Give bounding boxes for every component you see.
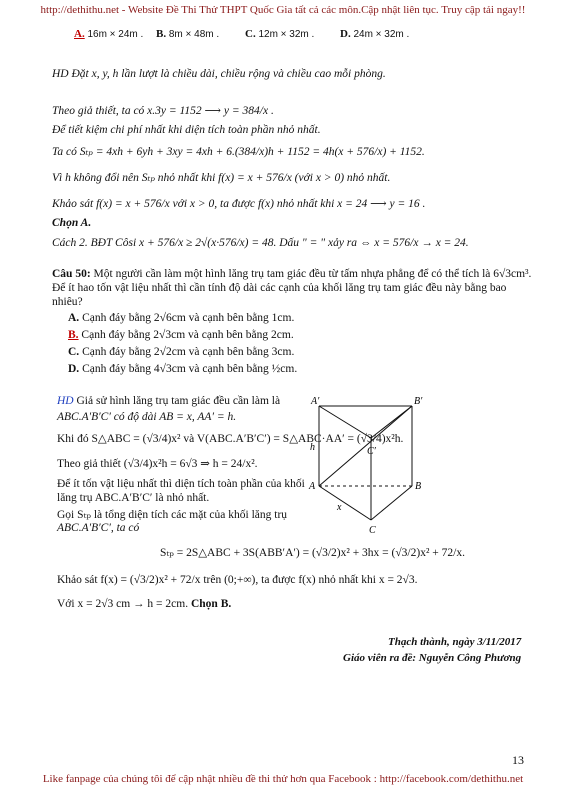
edge-ApCp [319, 406, 371, 438]
edge-AC [319, 486, 371, 520]
q50-hd-1: HD Giả sử hình lăng trụ tam giác đều cần làm là [57, 395, 281, 407]
diag-ABp [319, 406, 412, 486]
q49-line-4: Vì h không đổi nên Sₜₚ nhỏ nhất khi f(x) = x + 576/x (với x > 0) nhỏ nhất. [52, 172, 391, 184]
label-B: B [415, 481, 422, 492]
q49-line-3: Ta có Sₜₚ = 4xh + 6yh + 3xy = 4xh + 6.(384/x)h + 1152 = 4h(x + 576/x) + 1152. [52, 146, 425, 158]
q50-hd-5b: ABC.A′B′C′, ta có [57, 522, 140, 534]
label-x: x [337, 502, 342, 513]
q50-option-c: C. Cạnh đáy bằng 2√2cm và cạnh bên bằng 3cm. [68, 346, 295, 358]
prism-figure [305, 392, 435, 540]
label-A: A [309, 481, 316, 492]
q49-hd: HD Đặt x, y, h lần lượt là chiều dài, chiều rộng và chiều cao mỗi phòng. [52, 68, 386, 80]
q50-question: Câu 50: Một người cần làm một hình lăng trụ tam giác đều từ tấm nhựa phẳng để có thể tích là 6√3cm³. Để ít hao tốn vật liệu nhất thì cần tính độ dài các cạnh của khối lăng trụ tam giác đều này bằng bao nhiêu? [52, 268, 532, 308]
edge-BC [371, 486, 412, 520]
signature-date: Thạch thành, ngày 3/11/2017 [388, 636, 522, 648]
label-h: h [310, 442, 315, 453]
label-C: C [369, 525, 376, 536]
page-number: 13 [512, 753, 524, 767]
q50-hd-2: Khi đó S△ABC = (√3/4)x² và V(ABC.A′B′C′) = S△ABC·AA′ = (√3/4)x²h. [57, 433, 404, 445]
page-header: http://dethithu.net - Website Đề Thi Thử THPT Quốc Gia tất cả các môn.Cập nhật liên tục. Truy cập tải ngay!! [40, 4, 526, 16]
q49-line-1: Theo giả thiết, ta có x.3y = 1152 ⟶ y = 384/x . [52, 105, 274, 117]
q49-option-b: B. 8m × 48m . [156, 28, 220, 40]
q49-option-c: C. 12m × 32m . [245, 28, 315, 40]
q49-method-2: Cách 2. BĐT Côsi x + 576/x ≥ 2√(x·576/x) = 48. Dấu " = " xảy ra ⇔ x = 576/x → x = 24. [52, 237, 469, 249]
q50-hd-4b: lăng trụ ABC.A′B′C′ là nhỏ nhất. [57, 492, 210, 504]
q50-option-a: A. Cạnh đáy bằng 2√6cm và cạnh bên bằng 1cm. [68, 312, 295, 324]
signature-author: Giáo viên ra đề: Nguyễn Công Phương [343, 652, 522, 664]
q50-hd-8: Với x = 2√3 cm → h = 2cm. Chọn B. [57, 598, 232, 610]
label-Bp: B′ [414, 396, 423, 407]
label-Ap: A′ [311, 396, 320, 407]
q49-line-2: Để tiết kiệm chi phí nhất khi diện tích toàn phần nhỏ nhất. [52, 124, 321, 136]
q50-option-b: B. Cạnh đáy bằng 2√3cm và cạnh bên bằng 2cm. [68, 329, 294, 341]
label-Cp: C′ [367, 446, 376, 457]
q50-hd-6: Sₜₚ = 2S△ABC + 3S(ABB′A′) = (√3/2)x² + 3hx = (√3/2)x² + 72/x. [160, 547, 465, 559]
q50-hd-4: Để ít tốn vật liệu nhất thì diện tích toàn phần của khối [57, 478, 305, 490]
q50-option-d: D. Cạnh đáy bằng 4√3cm và cạnh bên bằng ½cm. [68, 363, 298, 375]
page-footer: Like fanpage của chúng tôi để cập nhật nhiều đề thi thử hơn qua Facebook : http://facebook.com/dethithu.net [42, 773, 524, 785]
q49-choose: Chọn A. [52, 217, 92, 229]
q49-line-5: Khảo sát f(x) = x + 576/x với x > 0, ta được f(x) nhỏ nhất khi x = 24 ⟶ y = 16 . [52, 198, 426, 210]
q49-option-a: A. 16m × 24m . [74, 28, 144, 40]
q49-option-d: D. 24m × 32m . [340, 28, 410, 40]
q50-hd-7: Khảo sát f(x) = (√3/2)x² + 72/x trên (0;+∞), ta được f(x) nhỏ nhất khi x = 2√3. [57, 574, 418, 586]
q50-hd-3: Theo giả thiết (√3/4)x²h = 6√3 ⇒ h = 24/x². [57, 458, 258, 470]
q50-hd-5: Gọi Sₜₚ là tổng diện tích các mặt của khối lăng trụ [57, 509, 288, 521]
q50-hd-1b: ABC.A′B′C′ có độ dài AB = x, AA′ = h. [57, 411, 237, 423]
